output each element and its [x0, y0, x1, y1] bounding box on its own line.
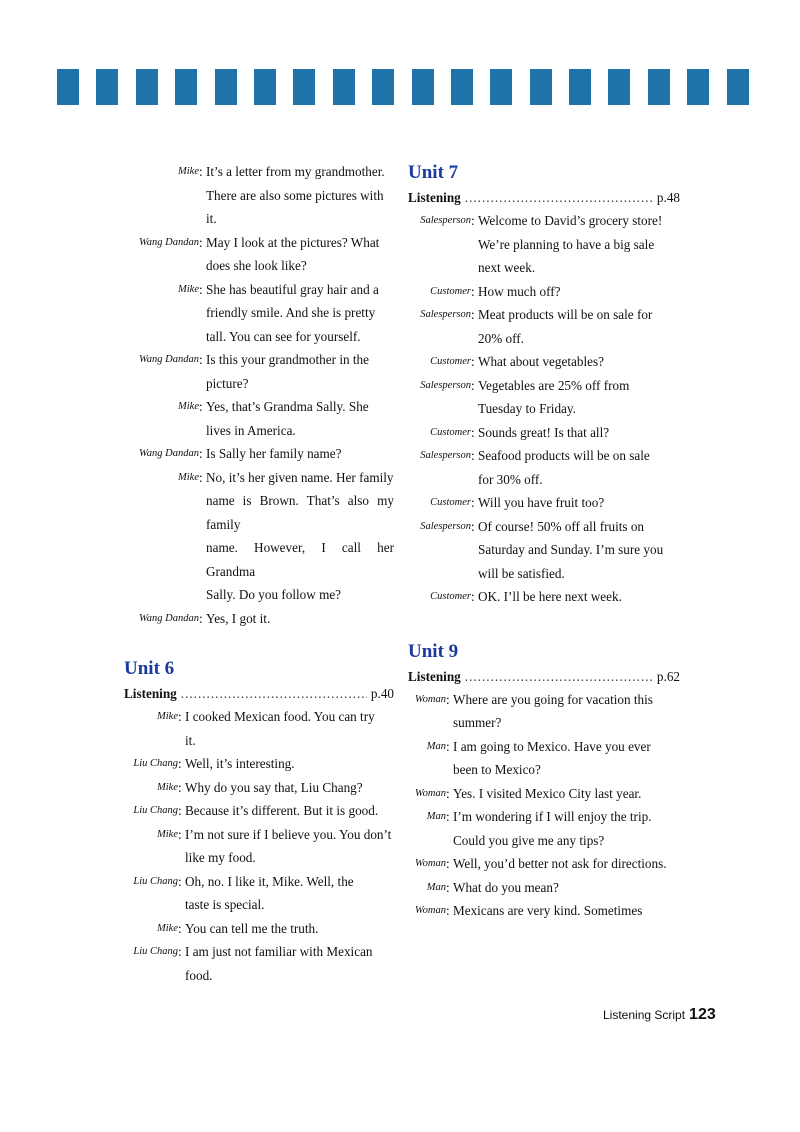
- dialog-text: Will you have fruit too?: [478, 495, 605, 510]
- dialog-text: What do you mean?: [453, 879, 559, 895]
- stripe-block: [687, 69, 709, 105]
- stripe-block: [254, 69, 276, 105]
- speaker-name: [408, 758, 446, 782]
- dialog-line: [124, 846, 394, 870]
- speaker-name: Customer: [430, 497, 471, 508]
- stripe-block: [490, 69, 512, 105]
- speaker-colon: [178, 964, 185, 988]
- dialog-line: [124, 184, 394, 208]
- speaker-colon: [446, 758, 453, 782]
- speaker-name: Mike: [178, 166, 199, 177]
- speaker-colon: [471, 468, 478, 492]
- speaker-colon: :: [471, 283, 475, 299]
- dialog-line: [124, 442, 394, 466]
- dialog-line: [124, 705, 394, 729]
- dialog-line: [124, 776, 394, 800]
- unit-7-title: Unit 7: [408, 162, 459, 183]
- unit-6-listening-line: [124, 682, 394, 705]
- page-ref: p.40: [370, 686, 394, 701]
- speaker-name: [124, 184, 199, 208]
- dialog-text: picture?: [206, 375, 249, 391]
- dialog-line: [408, 585, 680, 609]
- dialog-line: [124, 583, 394, 607]
- stripe-block: [569, 69, 591, 105]
- dialog-text: Sounds great! Is that all?: [478, 424, 610, 440]
- speaker-colon: :: [446, 785, 450, 801]
- speaker-name: [408, 327, 471, 351]
- speaker-name: [124, 325, 199, 349]
- speaker-name: Wang Dandan: [139, 448, 199, 459]
- speaker-colon: :: [446, 691, 450, 707]
- dialog-line: [408, 327, 680, 351]
- speaker-colon: :: [446, 879, 450, 895]
- dialog-text: for 30% off.: [478, 471, 543, 487]
- dialog-line: [408, 782, 680, 806]
- speaker-name: Liu Chang: [133, 758, 178, 769]
- dialog-text: lives in America.: [206, 422, 296, 438]
- stripe-block: [530, 69, 552, 105]
- speaker-colon: :: [199, 352, 203, 367]
- speaker-colon: :: [178, 944, 182, 959]
- dialog-line: [408, 209, 680, 233]
- dialog-text: It’s a letter from my grandmother.: [206, 164, 385, 179]
- dialog-line: [408, 876, 680, 900]
- speaker-colon: :: [471, 354, 475, 369]
- dialog-text: it.: [185, 732, 196, 748]
- dialog-text: I’m wondering if I will enjoy the trip.: [453, 809, 652, 824]
- dialog-line: [124, 160, 394, 184]
- dialog-text: Where are you going for vacation this: [453, 691, 653, 707]
- dialog-text: Yes. I visited Mexico City last year.: [453, 785, 642, 801]
- listening-label: Listening: [408, 190, 461, 205]
- dialog-line: [124, 729, 394, 753]
- dialog-line: [124, 752, 394, 776]
- speaker-colon: :: [178, 709, 182, 724]
- dialog-text: Yes, I got it.: [206, 610, 271, 626]
- speaker-colon: :: [471, 589, 475, 604]
- unit-9-dialog: [408, 688, 680, 923]
- speaker-name: Customer: [430, 426, 471, 438]
- speaker-name: [124, 536, 199, 583]
- dialog-text: Vegetables are 25% off from: [478, 377, 630, 393]
- dialog-line: [124, 870, 394, 894]
- speaker-colon: [178, 846, 185, 870]
- dialog-line: [124, 536, 394, 583]
- speaker-name: Customer: [430, 285, 471, 297]
- dialog-line: [408, 468, 680, 492]
- dialog-line: [408, 711, 680, 735]
- dialog-line: [124, 823, 394, 847]
- dialog-line: [124, 254, 394, 278]
- unit-7-listening-line: [408, 186, 680, 209]
- dialog-line: [124, 466, 394, 490]
- stripe-block: [57, 69, 79, 105]
- speaker-colon: :: [199, 399, 203, 414]
- dialog-text: like my food.: [185, 850, 256, 865]
- speaker-name: Liu Chang: [133, 875, 178, 887]
- dialog-line: [124, 419, 394, 443]
- speaker-name: Mike: [157, 828, 178, 840]
- dialog-text: Well, it’s interesting.: [185, 756, 295, 771]
- dialog-text: food.: [185, 967, 213, 983]
- dialog-text: Why do you say that, Liu Chang?: [185, 779, 363, 795]
- speaker-name: [408, 829, 446, 853]
- speaker-colon: :: [199, 281, 203, 297]
- speaker-name: Liu Chang: [133, 946, 178, 957]
- dialog-line: [408, 350, 680, 374]
- speaker-name: Salesperson: [420, 379, 471, 391]
- speaker-name: Mike: [157, 781, 178, 793]
- speaker-colon: [178, 893, 185, 917]
- speaker-name: [408, 256, 471, 280]
- speaker-name: Mike: [157, 711, 178, 722]
- dialog-line: [408, 805, 680, 829]
- dialog-line: [408, 233, 680, 257]
- speaker-colon: [199, 536, 206, 583]
- stripe-block: [96, 69, 118, 105]
- speaker-colon: :: [471, 307, 475, 322]
- dialog-text: How much off?: [478, 283, 561, 299]
- page-number: 123: [689, 1006, 716, 1023]
- speaker-name: Salesperson: [420, 520, 471, 532]
- dialog-line: [124, 372, 394, 396]
- speaker-name: [124, 729, 178, 753]
- speaker-name: Mike: [178, 283, 199, 295]
- dialog-line: [124, 325, 394, 349]
- stripe-block: [412, 69, 434, 105]
- dialog-line: [408, 758, 680, 782]
- speaker-name: [124, 207, 199, 231]
- speaker-colon: :: [471, 495, 475, 510]
- dialog-text: friendly smile. And she is pretty: [206, 305, 376, 320]
- dialog-line: [124, 489, 394, 536]
- speaker-name: [408, 711, 446, 735]
- speaker-name: [408, 233, 471, 257]
- speaker-colon: [199, 489, 206, 536]
- dot-leader: [465, 186, 653, 209]
- dialog-line: [408, 829, 680, 853]
- dialog-text: name is Brown. That’s also my family: [206, 493, 394, 532]
- speaker-name: Customer: [430, 356, 471, 367]
- stripe-block: [451, 69, 473, 105]
- speaker-colon: [199, 325, 206, 349]
- speaker-colon: [471, 256, 478, 280]
- stripe-block: [175, 69, 197, 105]
- speaker-colon: :: [178, 803, 182, 818]
- speaker-colon: :: [446, 903, 450, 918]
- speaker-name: [124, 372, 199, 396]
- speaker-colon: :: [199, 234, 203, 250]
- speaker-colon: [199, 583, 206, 607]
- dialog-text: I’m not sure if I believe you. You don’t: [185, 826, 392, 842]
- listening-label: Listening: [408, 668, 461, 684]
- speaker-name: Mike: [178, 471, 199, 483]
- dialog-continued: [124, 160, 394, 630]
- dialog-text: Mexicans are very kind. Sometimes: [453, 903, 643, 918]
- speaker-name: Mike: [178, 401, 199, 412]
- dialog-text: What about vegetables?: [478, 354, 604, 369]
- speaker-name: [408, 468, 471, 492]
- dialog-line: [124, 964, 394, 988]
- dialog-text: Sally. Do you follow me?: [206, 587, 342, 602]
- dialog-line: [124, 278, 394, 302]
- speaker-colon: :: [471, 448, 475, 463]
- header-stripe: [57, 69, 757, 105]
- speaker-name: Salesperson: [420, 450, 471, 461]
- dialog-text: Welcome to David’s grocery store!: [478, 213, 663, 228]
- speaker-name: Woman: [414, 787, 446, 799]
- speaker-colon: [446, 829, 453, 853]
- dialog-line: [408, 256, 680, 280]
- page-ref: p.62: [656, 668, 680, 684]
- speaker-name: [408, 538, 471, 562]
- speaker-colon: :: [178, 826, 182, 842]
- speaker-name: [124, 254, 199, 278]
- dialog-line: [124, 301, 394, 325]
- dialog-text: will be satisfied.: [478, 565, 565, 581]
- dialog-text: summer?: [453, 715, 502, 730]
- dialog-text: Because it’s different. But it is good.: [185, 803, 379, 818]
- speaker-colon: :: [446, 856, 450, 871]
- speaker-name: [124, 583, 199, 607]
- speaker-colon: :: [178, 756, 182, 771]
- unit-7-dialog: [408, 209, 680, 609]
- dialog-line: [124, 917, 394, 941]
- dialog-line: [124, 348, 394, 372]
- dialog-text: name. However, I call her Grandma: [206, 540, 394, 579]
- speaker-colon: [178, 729, 185, 753]
- dialog-text: Meat products will be on sale for: [478, 307, 653, 322]
- dialog-text: Of course! 50% off all fruits on: [478, 518, 645, 534]
- dialog-line: [124, 799, 394, 823]
- speaker-name: Wang Dandan: [139, 354, 199, 365]
- dialog-text: Seafood products will be on sale: [478, 448, 650, 463]
- dialog-line: [408, 688, 680, 712]
- speaker-name: Salesperson: [420, 309, 471, 320]
- stripe-block: [608, 69, 630, 105]
- speaker-colon: :: [199, 446, 203, 461]
- dialog-text: I am going to Mexico. Have you ever: [453, 738, 651, 754]
- dialog-text: Well, you’d better not ask for directions.: [453, 856, 667, 871]
- stripe-block: [727, 69, 749, 105]
- dialog-text: Is Sally her family name?: [206, 446, 342, 461]
- speaker-colon: [471, 233, 478, 257]
- dialog-text: 20% off.: [478, 330, 524, 346]
- speaker-colon: [199, 419, 206, 443]
- speaker-colon: :: [446, 809, 450, 824]
- speaker-name: Salesperson: [420, 215, 471, 226]
- speaker-colon: [446, 711, 453, 735]
- dialog-line: [124, 207, 394, 231]
- dialog-text: tall. You can see for yourself.: [206, 328, 361, 344]
- dialog-text: Tuesday to Friday.: [478, 401, 576, 416]
- dialog-text: I am just not familiar with Mexican: [185, 944, 373, 959]
- dialog-text: No, it’s her given name. Her family: [206, 469, 394, 485]
- dialog-line: [408, 491, 680, 515]
- speaker-name: [124, 964, 178, 988]
- speaker-name: [124, 893, 178, 917]
- dialog-text: Oh, no. I like it, Mike. Well, the: [185, 873, 354, 889]
- speaker-name: [124, 846, 178, 870]
- footer-label: Listening Script: [603, 1008, 686, 1022]
- stripe-block: [372, 69, 394, 105]
- speaker-colon: [199, 301, 206, 325]
- speaker-colon: :: [471, 213, 475, 228]
- dialog-text: Yes, that’s Grandma Sally. She: [206, 399, 369, 414]
- speaker-colon: [199, 184, 206, 208]
- speaker-colon: :: [471, 377, 475, 393]
- speaker-colon: :: [199, 469, 203, 485]
- right-column: [408, 160, 680, 923]
- page-footer: [603, 1006, 716, 1024]
- speaker-name: [408, 562, 471, 586]
- speaker-colon: [199, 372, 206, 396]
- speaker-name: Liu Chang: [133, 805, 178, 816]
- dialog-line: [408, 444, 680, 468]
- dialog-text: been to Mexico?: [453, 762, 541, 777]
- speaker-colon: :: [471, 424, 475, 440]
- dialog-text: does she look like?: [206, 258, 307, 273]
- speaker-name: Man: [426, 740, 446, 752]
- speaker-name: Wang Dandan: [139, 612, 199, 624]
- speaker-name: [124, 419, 199, 443]
- dialog-line: [124, 940, 394, 964]
- speaker-colon: [471, 327, 478, 351]
- speaker-colon: [199, 207, 206, 231]
- speaker-colon: :: [199, 610, 203, 626]
- speaker-colon: [199, 254, 206, 278]
- speaker-name: Customer: [430, 591, 471, 602]
- dot-leader: [465, 665, 653, 688]
- speaker-name: [124, 301, 199, 325]
- speaker-colon: :: [199, 164, 203, 179]
- unit-6-title: Unit 6: [124, 658, 175, 679]
- dialog-text: I cooked Mexican food. You can try: [185, 709, 375, 724]
- dialog-text: There are also some pictures with: [206, 187, 384, 203]
- dialog-line: [408, 515, 680, 539]
- speaker-name: [124, 489, 199, 536]
- dialog-line: [408, 852, 680, 876]
- dialog-text: Could you give me any tips?: [453, 832, 605, 848]
- stripe-block: [648, 69, 670, 105]
- speaker-name: Man: [426, 811, 446, 822]
- dialog-line: [124, 395, 394, 419]
- dialog-line: [124, 231, 394, 255]
- speaker-colon: :: [178, 920, 182, 936]
- stripe-block: [136, 69, 158, 105]
- dialog-text: Saturday and Sunday. I’m sure you: [478, 542, 664, 557]
- dialog-line: [408, 397, 680, 421]
- speaker-name: Woman: [414, 858, 446, 869]
- speaker-colon: :: [178, 873, 182, 889]
- speaker-name: Man: [426, 881, 446, 893]
- speaker-colon: :: [446, 738, 450, 754]
- dialog-line: [408, 562, 680, 586]
- speaker-colon: [471, 538, 478, 562]
- dialog-line: [124, 607, 394, 631]
- dialog-line: [408, 899, 680, 923]
- unit-9-title: Unit 9: [408, 640, 459, 662]
- unit-6-dialog: [124, 705, 394, 987]
- dialog-line: [408, 374, 680, 398]
- speaker-name: Woman: [414, 905, 446, 916]
- dialog-text: OK. I’ll be here next week.: [478, 589, 622, 604]
- dialog-line: [408, 280, 680, 304]
- stripe-block: [333, 69, 355, 105]
- dialog-text: next week.: [478, 260, 536, 275]
- speaker-colon: [471, 397, 478, 421]
- dialog-line: [408, 735, 680, 759]
- speaker-name: Wang Dandan: [139, 236, 199, 248]
- unit-9-listening-line: [408, 665, 680, 688]
- left-column: [124, 160, 394, 987]
- dialog-text: She has beautiful gray hair and a: [206, 281, 379, 297]
- dialog-line: [408, 538, 680, 562]
- speaker-colon: :: [471, 518, 475, 534]
- speaker-name: [408, 397, 471, 421]
- dialog-text: May I look at the pictures? What: [206, 234, 380, 250]
- dialog-text: We’re planning to have a big sale: [478, 236, 655, 252]
- stripe-block: [215, 69, 237, 105]
- speaker-colon: [471, 562, 478, 586]
- listening-label: Listening: [124, 686, 177, 701]
- dialog-line: [408, 303, 680, 327]
- dialog-text: taste is special.: [185, 897, 265, 912]
- page-ref: p.48: [656, 190, 680, 205]
- dot-leader: [181, 682, 367, 705]
- speaker-name: Mike: [157, 922, 178, 934]
- dialog-text: You can tell me the truth.: [185, 920, 319, 936]
- speaker-colon: :: [178, 779, 182, 795]
- dialog-line: [408, 421, 680, 445]
- stripe-block: [293, 69, 315, 105]
- dialog-text: it.: [206, 211, 217, 226]
- dialog-text: Is this your grandmother in the: [206, 352, 369, 367]
- dialog-line: [124, 893, 394, 917]
- speaker-name: Woman: [414, 693, 446, 705]
